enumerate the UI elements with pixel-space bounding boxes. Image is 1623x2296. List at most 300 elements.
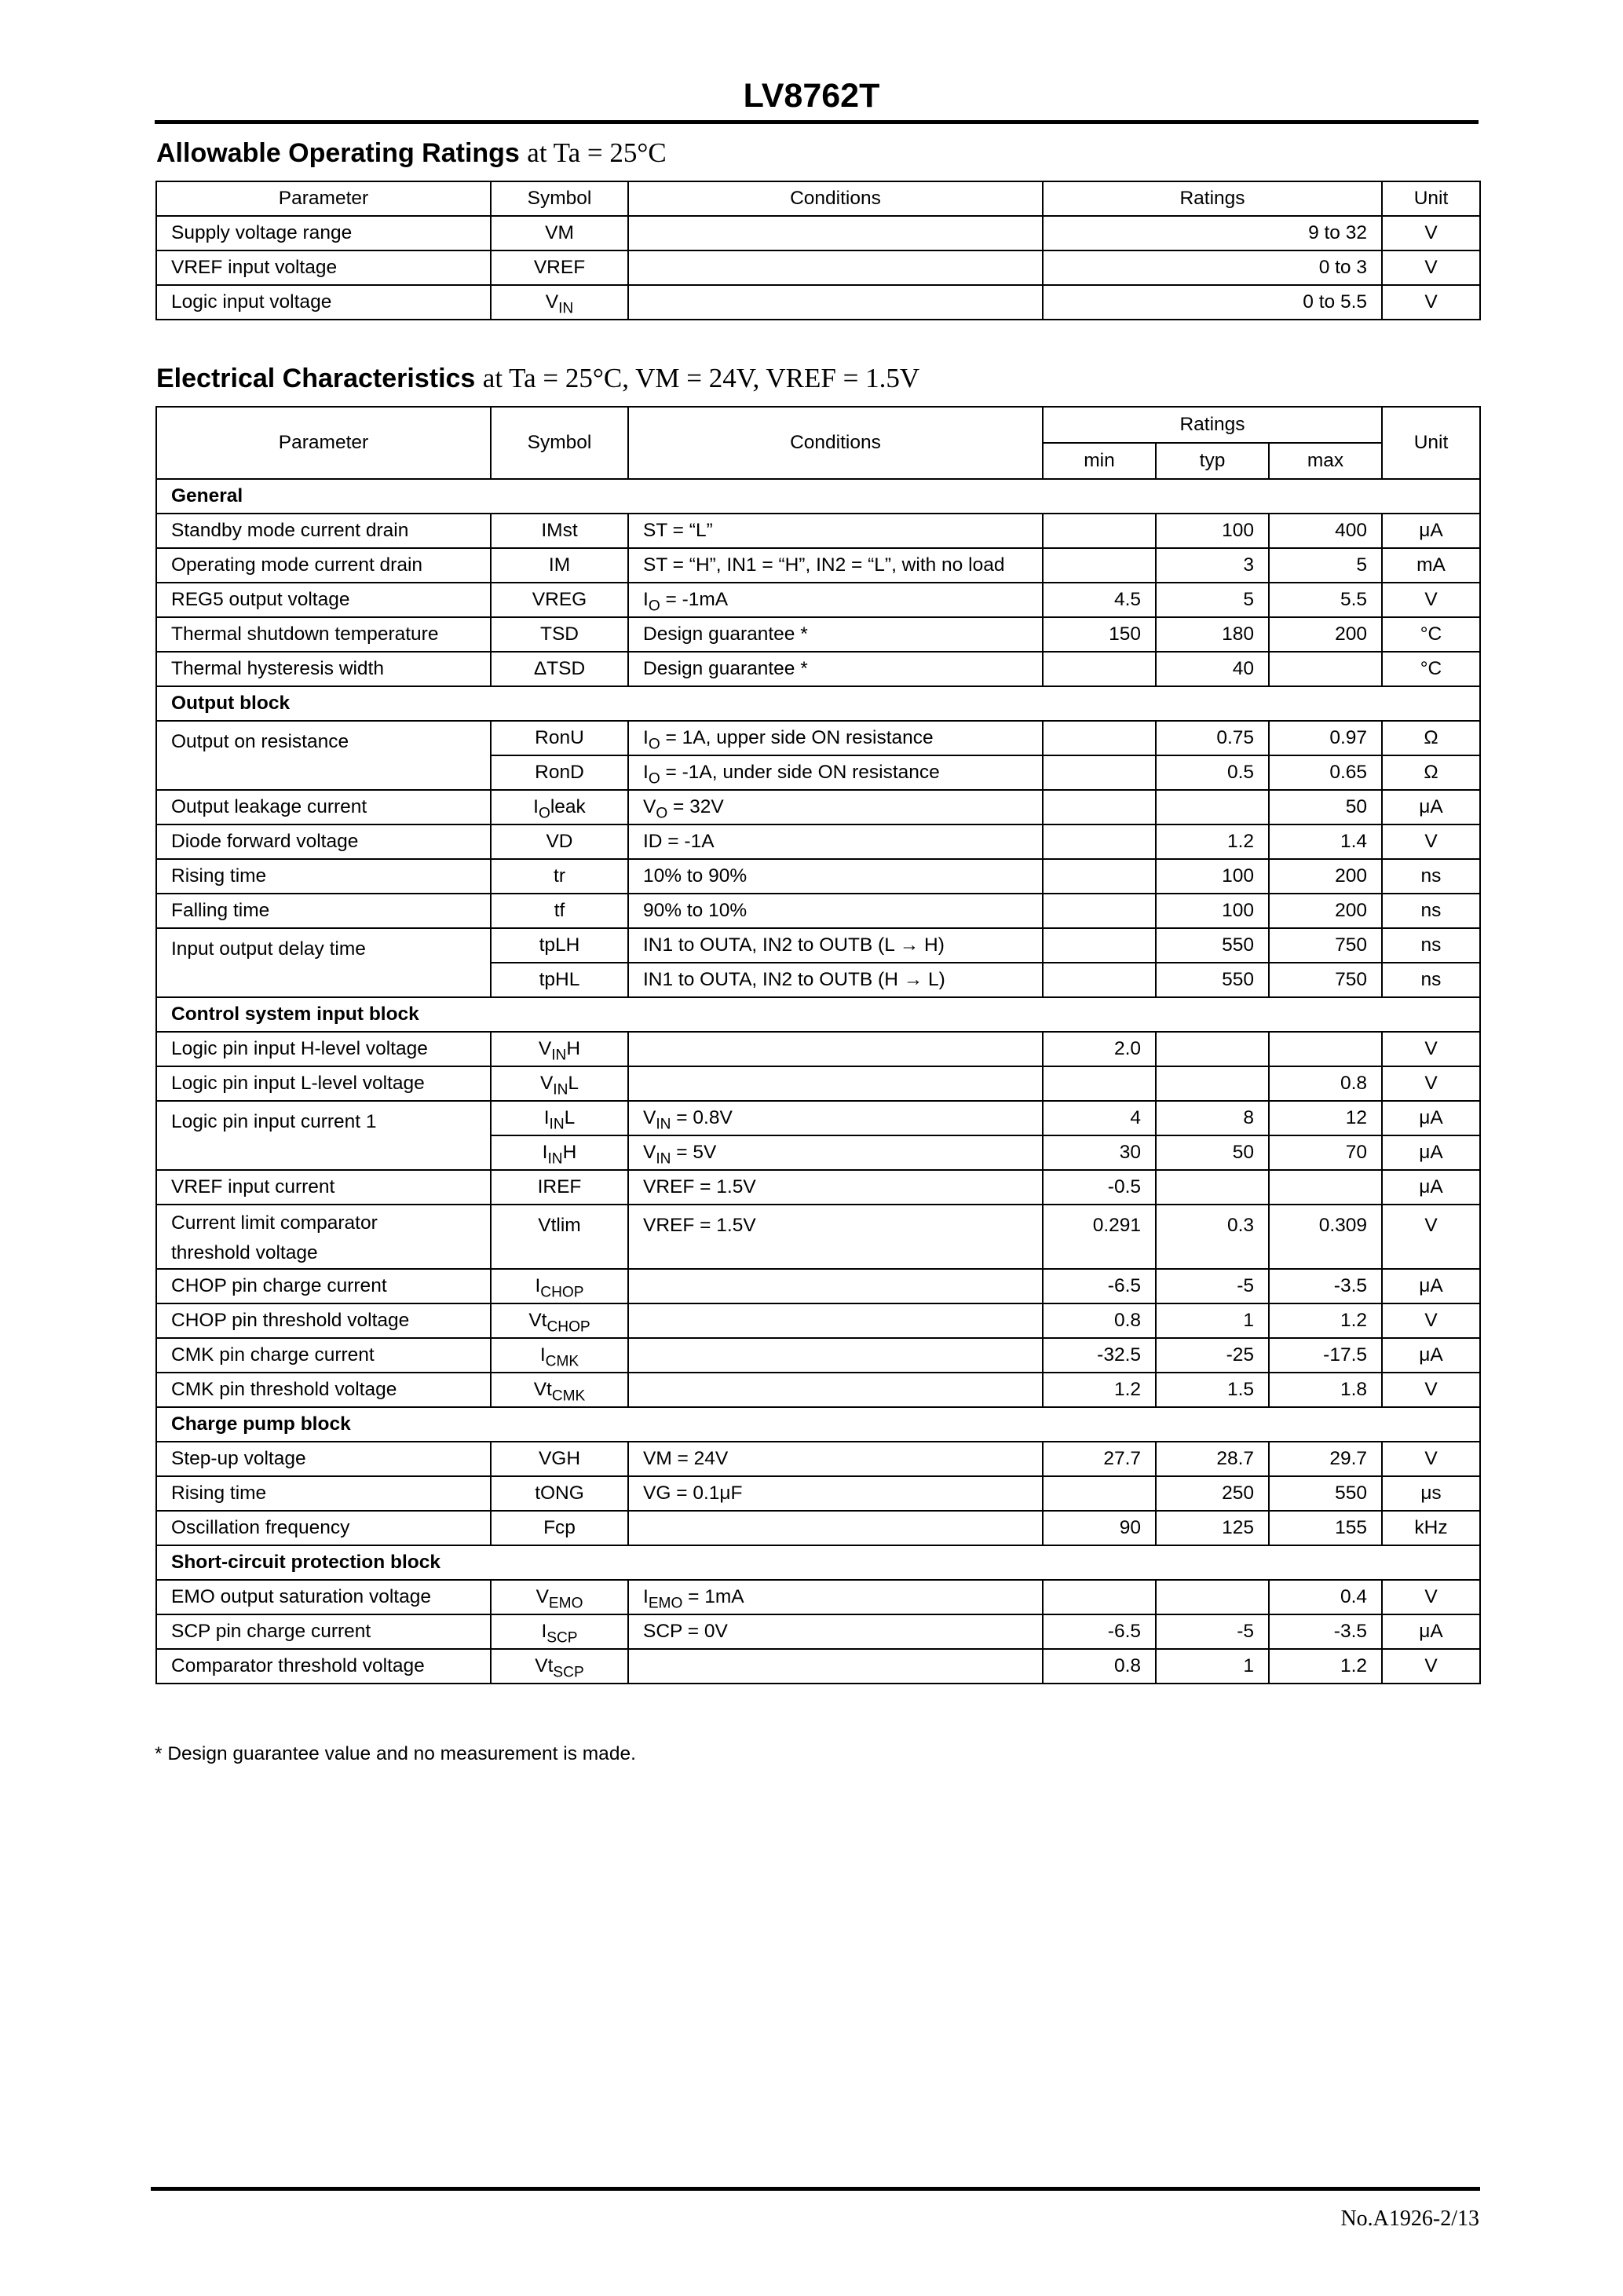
cell-max: [1269, 1170, 1382, 1205]
cell-rating: 9 to 32: [1043, 216, 1382, 250]
cell-unit: μA: [1382, 790, 1480, 824]
cell-min: 4: [1043, 1101, 1156, 1135]
cond-main: I: [643, 727, 649, 749]
cell-min: -6.5: [1043, 1614, 1156, 1649]
cell-symbol: [491, 1135, 628, 1170]
group-row: [156, 479, 1480, 514]
cell-param: CMK pin threshold voltage: [156, 1373, 491, 1407]
symbol-sub: CMK: [551, 1388, 586, 1406]
footnote: * Design guarantee value and no measurement is made.: [155, 1743, 636, 1764]
cell-unit: V: [1382, 1032, 1480, 1066]
cell-max: 750: [1269, 963, 1382, 997]
table-row: [156, 285, 1480, 320]
symbol-main: I: [542, 1142, 548, 1164]
cell-typ: 100: [1156, 859, 1269, 894]
electrical-characteristics-heading: [156, 363, 919, 394]
cell-cond: [628, 1511, 1043, 1545]
cell-symbol: [491, 1649, 628, 1684]
cell-param: Output on resistance: [156, 721, 491, 790]
cell-min: 0.8: [1043, 1649, 1156, 1684]
document-title: LV8762T: [743, 77, 880, 115]
cell-max: -3.5: [1269, 1614, 1382, 1649]
cell-param: Logic input voltage: [156, 285, 491, 320]
cell-min: [1043, 514, 1156, 548]
cond-sub: O: [656, 806, 668, 823]
cell-param: Comparator threshold voltage: [156, 1649, 491, 1684]
param-line1: Current limit comparator: [171, 1212, 378, 1234]
cell-typ: 1.5: [1156, 1373, 1269, 1407]
col-parameter: Parameter: [156, 181, 491, 216]
cell-unit: ns: [1382, 963, 1480, 997]
table-row: [156, 652, 1480, 686]
cell-min: [1043, 652, 1156, 686]
col-conditions: Conditions: [628, 181, 1043, 216]
cell-max: 29.7: [1269, 1442, 1382, 1476]
cell-min: [1043, 721, 1156, 755]
table-row: [156, 1580, 1480, 1614]
allowable-ratings-table: [155, 181, 1481, 320]
cond-sub: O: [648, 771, 660, 788]
cell-min: -0.5: [1043, 1170, 1156, 1205]
cell-unit: V: [1382, 824, 1480, 859]
col-parameter: Parameter: [156, 407, 491, 479]
cell-cond: [628, 285, 1043, 320]
cell-min: [1043, 1476, 1156, 1511]
cell-param: REG5 output voltage: [156, 583, 491, 617]
cell-typ: 250: [1156, 1476, 1269, 1511]
cell-symbol: TSD: [491, 617, 628, 652]
cell-typ: 5: [1156, 583, 1269, 617]
cell-typ: 1: [1156, 1649, 1269, 1684]
cell-symbol: VREF: [491, 250, 628, 285]
table-row: [156, 1614, 1480, 1649]
group-row: [156, 1407, 1480, 1442]
symbol-main: V: [539, 1073, 554, 1095]
group-general: General: [156, 479, 1480, 514]
symbol-rest: leak: [550, 796, 586, 818]
cell-param: Step-up voltage: [156, 1442, 491, 1476]
cell-symbol: [491, 1269, 628, 1303]
electrical-characteristics-title: Electrical Characteristics: [156, 364, 476, 393]
table-row: [156, 1373, 1480, 1407]
param-line2: threshold voltage: [171, 1241, 318, 1263]
table-row: [156, 1511, 1480, 1545]
cell-cond: [628, 755, 1043, 790]
cell-min: 2.0: [1043, 1032, 1156, 1066]
cell-cond: [628, 721, 1043, 755]
cell-min: -32.5: [1043, 1338, 1156, 1373]
symbol-sub: SCP: [553, 1665, 584, 1682]
cell-typ: 550: [1156, 963, 1269, 997]
cell-symbol: [491, 1101, 628, 1135]
cell-max: 0.97: [1269, 721, 1382, 755]
cell-unit: V: [1382, 285, 1480, 320]
symbol-main: I: [535, 1275, 541, 1297]
symbol-rest: L: [564, 1107, 576, 1129]
cell-unit: ns: [1382, 928, 1480, 963]
cell-param: Rising time: [156, 1476, 491, 1511]
cell-typ: 40: [1156, 652, 1269, 686]
table-row: [156, 859, 1480, 894]
cond-rest: = -1mA: [660, 589, 729, 611]
cell-symbol: [491, 285, 628, 320]
cond-sub: O: [648, 737, 660, 754]
table-row: [156, 1338, 1480, 1373]
cell-typ: -5: [1156, 1269, 1269, 1303]
cell-unit: V: [1382, 1580, 1480, 1614]
cond-main: I: [643, 1586, 649, 1608]
cell-param: Logic pin input H-level voltage: [156, 1032, 491, 1066]
col-ratings: Ratings: [1043, 181, 1382, 216]
cell-unit: μA: [1382, 1101, 1480, 1135]
cell-max: 200: [1269, 617, 1382, 652]
cell-typ: [1156, 1170, 1269, 1205]
cell-symbol: tONG: [491, 1476, 628, 1511]
cell-symbol: tpHL: [491, 963, 628, 997]
cell-min: [1043, 1066, 1156, 1101]
symbol-main: I: [533, 796, 539, 818]
cond-rest: = -1A, under side ON resistance: [660, 762, 940, 784]
cell-max: [1269, 1032, 1382, 1066]
symbol-main: I: [541, 1621, 547, 1643]
cell-unit: μA: [1382, 1614, 1480, 1649]
cell-param: Thermal hysteresis width: [156, 652, 491, 686]
group-row: [156, 1545, 1480, 1580]
symbol-main: I: [539, 1344, 546, 1366]
cell-max: 70: [1269, 1135, 1382, 1170]
allowable-ratings-heading: [156, 137, 667, 169]
cell-min: 27.7: [1043, 1442, 1156, 1476]
symbol-main: V: [538, 1038, 552, 1060]
cell-symbol: RonU: [491, 721, 628, 755]
cell-max: 550: [1269, 1476, 1382, 1511]
cell-unit: V: [1382, 1649, 1480, 1684]
cell-typ: [1156, 790, 1269, 824]
electrical-characteristics-subtitle: at Ta = 25°C, VM = 24V, VREF = 1.5V: [482, 363, 920, 393]
cell-symbol: tr: [491, 859, 628, 894]
group-row: [156, 686, 1480, 721]
cell-symbol: VM: [491, 216, 628, 250]
cell-max: 0.4: [1269, 1580, 1382, 1614]
symbol-main: Vt: [533, 1379, 552, 1401]
group-charge-pump-block: Charge pump block: [156, 1407, 1480, 1442]
symbol-rest: H: [566, 1038, 581, 1060]
cond-rest: = 1mA: [682, 1586, 744, 1608]
cell-typ: 3: [1156, 548, 1269, 583]
cell-max: 12: [1269, 1101, 1382, 1135]
cell-max: 5: [1269, 548, 1382, 583]
table-row: [156, 617, 1480, 652]
cell-unit: mA: [1382, 548, 1480, 583]
symbol-sub: CHOP: [540, 1285, 584, 1302]
cell-cond: [628, 250, 1043, 285]
table-row: [156, 1066, 1480, 1101]
col-ratings: Ratings: [1043, 407, 1382, 443]
cell-unit: kHz: [1382, 1511, 1480, 1545]
symbol-sub: IN: [553, 1082, 568, 1099]
cell-unit: μA: [1382, 1170, 1480, 1205]
symbol-sub: IN: [551, 1047, 567, 1065]
cell-min: [1043, 1580, 1156, 1614]
table-row: [156, 928, 1480, 963]
cell-max: -17.5: [1269, 1338, 1382, 1373]
cell-symbol: [491, 1614, 628, 1649]
cell-typ: [1156, 1580, 1269, 1614]
cell-cond: IN1 to OUTA, IN2 to OUTB (H → L): [628, 963, 1043, 997]
cell-typ: 50: [1156, 1135, 1269, 1170]
allowable-ratings-title: Allowable Operating Ratings: [156, 138, 520, 168]
cell-param: Operating mode current drain: [156, 548, 491, 583]
cell-unit: ns: [1382, 894, 1480, 928]
cell-unit: μA: [1382, 514, 1480, 548]
cell-cond: [628, 1303, 1043, 1338]
cell-cond: IN1 to OUTA, IN2 to OUTB (L → H): [628, 928, 1043, 963]
cell-unit: °C: [1382, 652, 1480, 686]
cell-param: Thermal shutdown temperature: [156, 617, 491, 652]
cell-typ: 100: [1156, 894, 1269, 928]
cell-cond: [628, 1066, 1043, 1101]
cell-typ: 100: [1156, 514, 1269, 548]
table-row: [156, 790, 1480, 824]
cond-rest: = 1A, upper side ON resistance: [660, 727, 934, 749]
cell-typ: 28.7: [1156, 1442, 1269, 1476]
cell-param: Oscillation frequency: [156, 1511, 491, 1545]
cond-main: V: [643, 1142, 656, 1164]
cell-unit: Ω: [1382, 755, 1480, 790]
cell-max: 750: [1269, 928, 1382, 963]
cell-rating: 0 to 5.5: [1043, 285, 1382, 320]
cell-min: 90: [1043, 1511, 1156, 1545]
cond-sub: O: [648, 598, 660, 616]
table-row: [156, 250, 1480, 285]
symbol-main: Vt: [528, 1310, 547, 1332]
cell-typ: 8: [1156, 1101, 1269, 1135]
cell-min: -6.5: [1043, 1269, 1156, 1303]
table-row: [156, 1205, 1480, 1269]
cell-cond: VREF = 1.5V: [628, 1205, 1043, 1269]
group-control-block: Control system input block: [156, 997, 1480, 1032]
cell-cond: [628, 790, 1043, 824]
cell-symbol: [491, 1338, 628, 1373]
cell-symbol: [491, 790, 628, 824]
symbol-sub: CHOP: [546, 1319, 590, 1336]
cell-param: CHOP pin charge current: [156, 1269, 491, 1303]
cell-cond: [628, 1338, 1043, 1373]
cell-max: 200: [1269, 894, 1382, 928]
table-row: [156, 1101, 1480, 1135]
allowable-ratings-subtitle: at Ta = 25°C: [527, 137, 667, 168]
cell-param: Diode forward voltage: [156, 824, 491, 859]
cell-symbol: tf: [491, 894, 628, 928]
cond-sub: IN: [656, 1117, 671, 1134]
cell-typ: -25: [1156, 1338, 1269, 1373]
cond-main: I: [643, 589, 649, 611]
cell-typ: 0.75: [1156, 721, 1269, 755]
cell-cond: [628, 1101, 1043, 1135]
cell-symbol: [491, 1373, 628, 1407]
cell-symbol: Vtlim: [491, 1205, 628, 1269]
cell-cond: [628, 1032, 1043, 1066]
table-row: [156, 583, 1480, 617]
cell-symbol: VGH: [491, 1442, 628, 1476]
cell-min: 0.8: [1043, 1303, 1156, 1338]
cell-param: VREF input current: [156, 1170, 491, 1205]
cell-param: Logic pin input current 1: [156, 1101, 491, 1170]
cell-cond: [628, 1135, 1043, 1170]
cell-param: SCP pin charge current: [156, 1614, 491, 1649]
cell-typ: 0.3: [1156, 1205, 1269, 1269]
cell-typ: 550: [1156, 928, 1269, 963]
cell-unit: V: [1382, 250, 1480, 285]
table-row: [156, 721, 1480, 755]
symbol-main: V: [536, 1586, 549, 1608]
cell-min: [1043, 790, 1156, 824]
table-row: [156, 1649, 1480, 1684]
cell-min: [1043, 963, 1156, 997]
cell-min: 0.291: [1043, 1205, 1156, 1269]
cond-rest: = 5V: [671, 1142, 717, 1164]
col-symbol: Symbol: [491, 181, 628, 216]
cell-param: EMO output saturation voltage: [156, 1580, 491, 1614]
symbol-sub: SCP: [546, 1630, 578, 1647]
cell-unit: °C: [1382, 617, 1480, 652]
cell-unit: V: [1382, 1303, 1480, 1338]
cond-main: V: [643, 796, 656, 818]
cell-typ: [1156, 1032, 1269, 1066]
cell-symbol: IMst: [491, 514, 628, 548]
cell-max: 5.5: [1269, 583, 1382, 617]
cell-param: Input output delay time: [156, 928, 491, 997]
electrical-characteristics-table: [155, 406, 1481, 1684]
cond-rest: = 32V: [667, 796, 724, 818]
cell-min: [1043, 548, 1156, 583]
cell-cond: ST = “H”, IN1 = “H”, IN2 = “L”, with no load: [628, 548, 1043, 583]
col-symbol: Symbol: [491, 407, 628, 479]
cell-cond: 90% to 10%: [628, 894, 1043, 928]
cell-symbol: tpLH: [491, 928, 628, 963]
cell-min: 30: [1043, 1135, 1156, 1170]
footer-rule: [151, 2187, 1480, 2191]
symbol-sub: IN: [558, 301, 574, 318]
cell-param: Standby mode current drain: [156, 514, 491, 548]
cell-param: CHOP pin threshold voltage: [156, 1303, 491, 1338]
cell-min: [1043, 755, 1156, 790]
symbol-sub: IN: [547, 1151, 563, 1168]
cell-unit: V: [1382, 1205, 1480, 1269]
cell-symbol: [491, 1032, 628, 1066]
symbol-main: Vt: [535, 1655, 554, 1677]
cell-max: 1.2: [1269, 1649, 1382, 1684]
cond-sub: EMO: [648, 1596, 683, 1613]
cell-rating: 0 to 3: [1043, 250, 1382, 285]
symbol-sub: CMK: [545, 1354, 579, 1371]
cell-typ: 125: [1156, 1511, 1269, 1545]
col-max: max: [1269, 443, 1382, 479]
symbol-sub: IN: [549, 1117, 565, 1134]
cell-param: [156, 1205, 491, 1269]
cell-param: Supply voltage range: [156, 216, 491, 250]
cell-symbol: VREG: [491, 583, 628, 617]
cell-min: 4.5: [1043, 583, 1156, 617]
cell-unit: V: [1382, 1442, 1480, 1476]
cell-symbol: [491, 1580, 628, 1614]
group-output-block: Output block: [156, 686, 1480, 721]
cell-symbol: Fcp: [491, 1511, 628, 1545]
table-header-row: [156, 407, 1480, 443]
cell-typ: -5: [1156, 1614, 1269, 1649]
cell-min: 150: [1043, 617, 1156, 652]
table-row: [156, 894, 1480, 928]
cell-symbol: IREF: [491, 1170, 628, 1205]
cell-cond: 10% to 90%: [628, 859, 1043, 894]
cell-unit: V: [1382, 216, 1480, 250]
cell-max: 0.8: [1269, 1066, 1382, 1101]
cell-cond: [628, 583, 1043, 617]
cell-unit: ns: [1382, 859, 1480, 894]
cell-max: 400: [1269, 514, 1382, 548]
cell-param: VREF input voltage: [156, 250, 491, 285]
cell-unit: μs: [1382, 1476, 1480, 1511]
cell-symbol: RonD: [491, 755, 628, 790]
cell-typ: [1156, 1066, 1269, 1101]
symbol-sub: O: [538, 806, 550, 823]
cell-param: Logic pin input L-level voltage: [156, 1066, 491, 1101]
cell-max: 200: [1269, 859, 1382, 894]
cell-max: 1.8: [1269, 1373, 1382, 1407]
cell-typ: 180: [1156, 617, 1269, 652]
cell-cond: [628, 1373, 1043, 1407]
cell-symbol: [491, 1303, 628, 1338]
col-unit: Unit: [1382, 181, 1480, 216]
cell-typ: 0.5: [1156, 755, 1269, 790]
symbol-rest: L: [568, 1073, 579, 1095]
table-row: [156, 1476, 1480, 1511]
table-row: [156, 216, 1480, 250]
cell-max: 0.309: [1269, 1205, 1382, 1269]
cell-max: -3.5: [1269, 1269, 1382, 1303]
col-min: min: [1043, 443, 1156, 479]
cell-cond: SCP = 0V: [628, 1614, 1043, 1649]
cell-typ: 1.2: [1156, 824, 1269, 859]
cell-min: [1043, 894, 1156, 928]
table-row: [156, 1170, 1480, 1205]
group-row: [156, 997, 1480, 1032]
cell-max: 0.65: [1269, 755, 1382, 790]
cond-sub: IN: [656, 1151, 671, 1168]
symbol-rest: H: [562, 1142, 577, 1164]
cond-rest: = 0.8V: [671, 1107, 733, 1129]
cell-param: Falling time: [156, 894, 491, 928]
cell-max: 1.4: [1269, 824, 1382, 859]
cell-min: [1043, 824, 1156, 859]
cell-unit: μA: [1382, 1135, 1480, 1170]
table-row: [156, 514, 1480, 548]
table-row: [156, 1303, 1480, 1338]
cell-min: [1043, 928, 1156, 963]
col-unit: Unit: [1382, 407, 1480, 479]
cell-min: 1.2: [1043, 1373, 1156, 1407]
table-row: [156, 1442, 1480, 1476]
cell-unit: V: [1382, 583, 1480, 617]
cell-typ: 1: [1156, 1303, 1269, 1338]
cell-unit: V: [1382, 1373, 1480, 1407]
cell-cond: VREF = 1.5V: [628, 1170, 1043, 1205]
group-short-circuit-block: Short-circuit protection block: [156, 1545, 1480, 1580]
cond-main: I: [643, 762, 649, 784]
table-row: [156, 1032, 1480, 1066]
cell-max: [1269, 652, 1382, 686]
cond-main: V: [643, 1107, 656, 1129]
